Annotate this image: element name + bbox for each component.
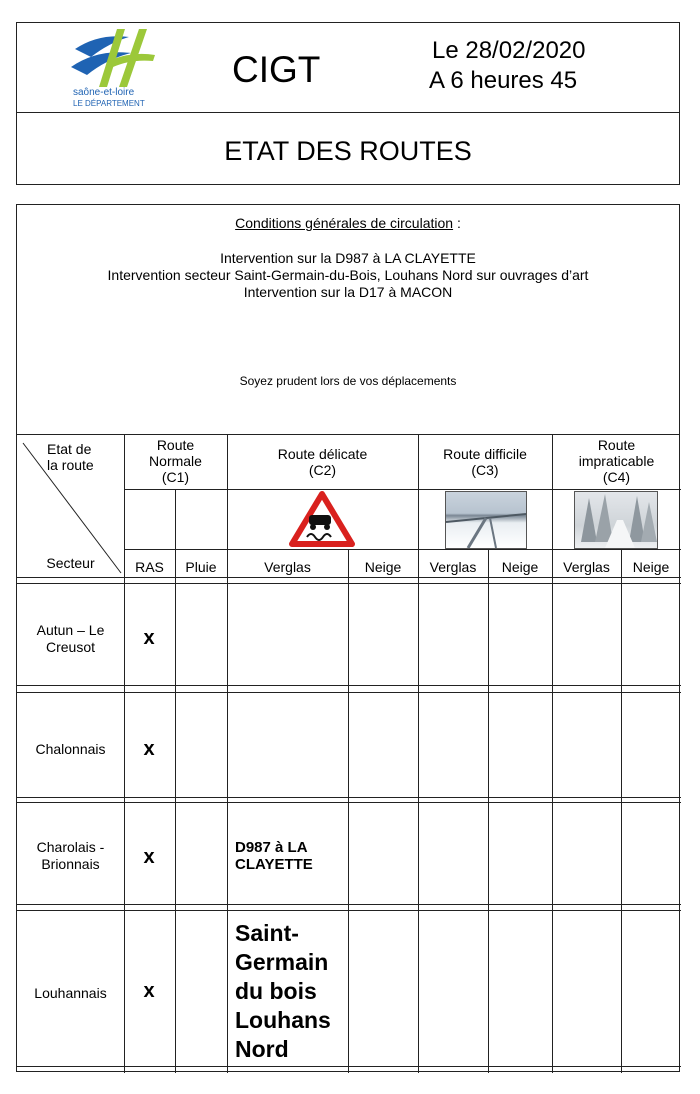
condition-line: Intervention sur la D987 à LA CLAYETTE (220, 250, 476, 266)
group-header-c2: Route délicate (C2) (277, 446, 368, 478)
condition-line: Intervention sur la D17 à MACON (243, 284, 453, 300)
group-header-c4: Route impraticable (C4) (578, 437, 655, 485)
column-divider (348, 549, 349, 1073)
subheader-neige-c4: Neige (632, 559, 670, 575)
column-divider (621, 549, 622, 1073)
subheader-verglas-c4: Verglas (563, 559, 610, 575)
row-divider-2 (17, 802, 681, 803)
subheader-verglas-c2: Verglas (264, 559, 311, 575)
subheader-neige-c3: Neige (501, 559, 539, 575)
subheader-ras: RAS (135, 559, 164, 575)
conditions-lines (17, 250, 679, 301)
group-header-c3: Route difficile (C3) (443, 446, 527, 478)
subheader-verglas-c3: Verglas (429, 559, 477, 575)
logo-text-bottom: LE DÉPARTEMENT (73, 99, 145, 108)
department-logo (69, 27, 159, 109)
snowy-road-lines (446, 492, 526, 548)
conditions-heading (17, 215, 679, 231)
incident-verglas-c2: Saint- Germain du bois Louhans Nord (235, 920, 331, 1062)
status-mark: x (143, 627, 155, 649)
conditions-heading-colon: : (453, 215, 461, 231)
snow-forest-trees (575, 492, 657, 548)
subheader-pluie: Pluie (185, 559, 217, 575)
sector-name: Chalonnais (35, 741, 106, 757)
subheader-divider-2 (17, 583, 681, 584)
subheader-neige-c2: Neige (364, 559, 402, 575)
slippery-road-warning-icon (289, 491, 355, 547)
column-divider (552, 435, 553, 1073)
row-divider (17, 904, 681, 905)
row-divider (17, 1066, 681, 1067)
safety-advice: Soyez prudent lors de vos déplacements (239, 374, 457, 388)
corner-label-sector: Secteur (46, 555, 95, 571)
sector-name: Louhannais (34, 985, 107, 1001)
row-divider (17, 685, 681, 686)
status-mark: x (143, 846, 155, 868)
department-logo-icon (69, 27, 159, 89)
group-header-c1: Route Normale (C1) (149, 437, 202, 485)
column-divider (175, 489, 176, 1073)
snow-forest-road-photo (574, 491, 658, 549)
column-divider (488, 549, 489, 1073)
sector-name: Charolais - Brionnais (36, 839, 105, 872)
bulletin-date: Le 28/02/2020 (432, 37, 586, 64)
snowy-road-photo (445, 491, 527, 549)
row-divider-2 (17, 910, 681, 911)
column-divider (227, 435, 228, 1073)
header-divider (17, 112, 679, 113)
organization-name: CIGT (232, 49, 321, 90)
icon-row-divider (124, 549, 681, 550)
conditions-heading-text: Conditions générales de circulation (235, 215, 454, 231)
conditions-box (16, 204, 680, 436)
incident-verglas-c2: D987 à LA CLAYETTE (235, 839, 313, 873)
header-box (16, 22, 680, 185)
row-divider-2 (17, 692, 681, 693)
condition-line: Intervention secteur Saint-Germain-du-Bois, Louhans Nord sur ouvrages d’art (107, 267, 589, 283)
status-mark: x (143, 738, 155, 760)
corner-label-state: Etat de la route (47, 441, 94, 473)
sector-name: Autun – Le Creusot (36, 622, 105, 655)
bulletin-time: A 6 heures 45 (429, 67, 578, 94)
header-row-divider (124, 489, 681, 490)
page-title: ETAT DES ROUTES (224, 136, 472, 166)
status-mark: x (143, 980, 155, 1002)
road-status-table (16, 434, 680, 1072)
column-divider (418, 435, 419, 1073)
logo-text-top: saône-et-loire (73, 87, 135, 98)
row-divider (17, 797, 681, 798)
